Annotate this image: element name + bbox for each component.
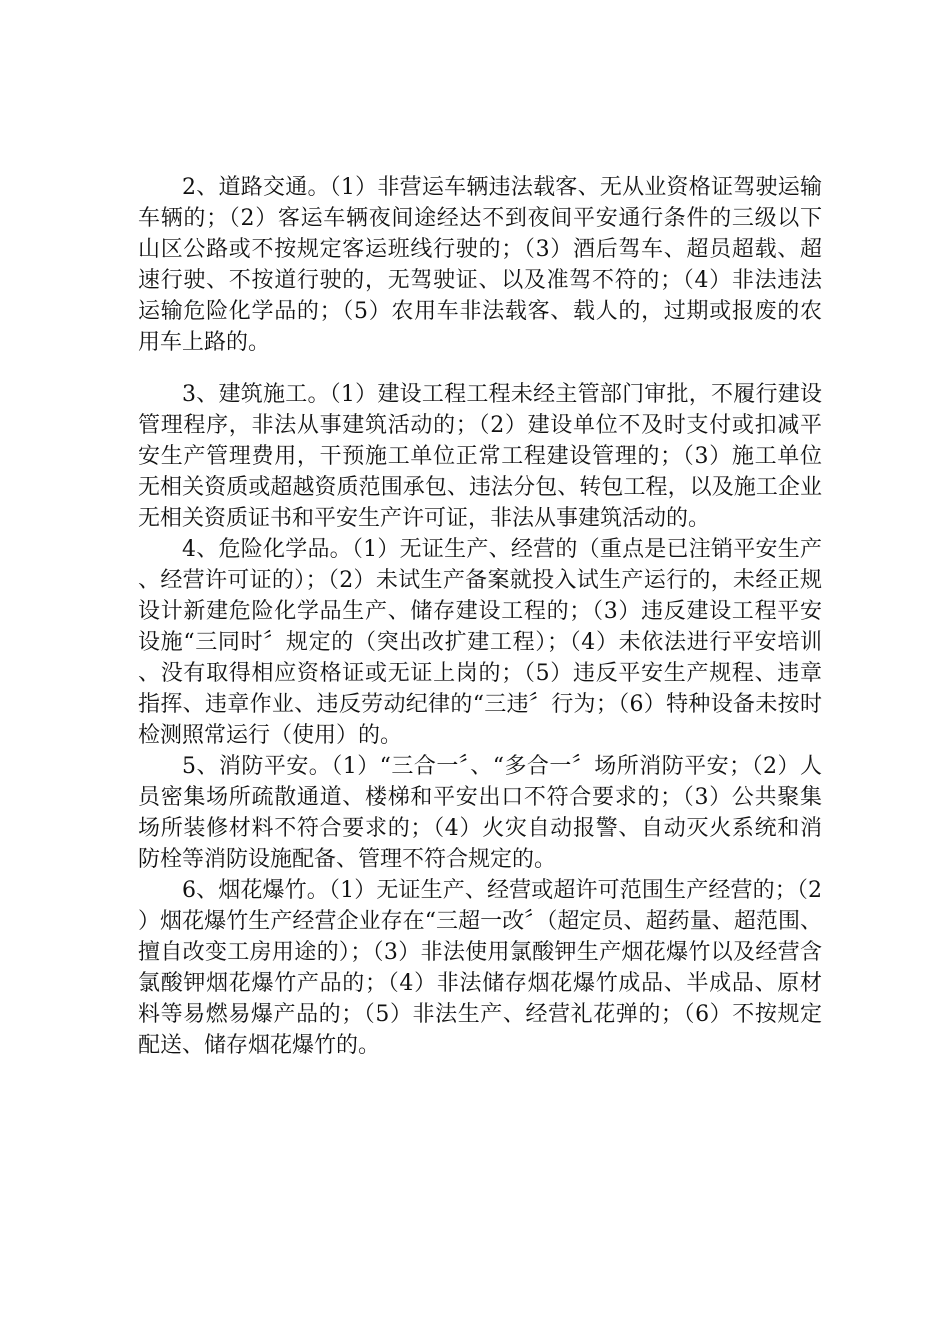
paragraph-fire-safety: 5、消防平安。（1）“三合一〞、“多合一〞场所消防平安；（2）人员密集场所疏散通道、楼梯和平安出口不符合要求的；（3）公共聚集场所装修材料不符合要求的；（4）火灾自动报警、自动灭火系统和消防栓等消防设施配备、管理不符合规定的。 [138,754,822,872]
paragraph-road-traffic: 2、道路交通。（1）非营运车辆违法载客、无从业资格证驾驶运输车辆的；（2）客运车辆夜间途经达不到夜间平安通行条件的三级以下山区公路或不按规定客运班线行驶的；（3）酒后驾车、超员超载、超速行驶、不按道行驶的，无驾驶证、以及准驾不符的；（4）非法违法运输危险化学品的；（5）农用车非法载客、载人的，过期或报废的农用车上路的。 [138,175,822,355]
paragraph-hazardous-chemicals: 4、危险化学品。（1）无证生产、经营的（重点是已注销平安生产、经营许可证的）；（2）未试生产备案就投入试生产运行的，未经正规设计新建危险化学品生产、储存建设工程的；（3）违反建设工程平安设施“三同时〞规定的（突出改扩建工程）；（4）未依法进行平安培训、没有取得相应资格证或无证上岗的；（5）违反平安生产规程、违章指挥、违章作业、违反劳动纪律的“三违〞行为；（6）特种设备未按时检测照常运行（使用）的。 [138,537,822,748]
document-body [138,172,822,1061]
paragraph-construction: 3、建筑施工。（1）建设工程工程未经主管部门审批，不履行建设管理程序，非法从事建筑活动的；（2）建设单位不及时支付或扣减平安生产管理费用，干预施工单位正常工程建设管理的；（3）施工单位无相关资质或超越资质范围承包、违法分包、转包工程，以及施工企业无相关资质证书和平安生产许可证，非法从事建筑活动的。 [138,382,822,531]
paragraph-fireworks: 6、烟花爆竹。（1）无证生产、经营或超许可范围生产经营的；（2）烟花爆竹生产经营企业存在“三超一改〞（超定员、超药量、超范围、擅自改变工房用途的）；（3）非法使用氯酸钾生产烟花爆竹以及经营含氯酸钾烟花爆竹产品的；（4）非法储存烟花爆竹成品、半成品、原材料等易燃易爆产品的；（5）非法生产、经营礼花弹的；（6）不按规定配送、储存烟花爆竹的。 [138,878,822,1058]
